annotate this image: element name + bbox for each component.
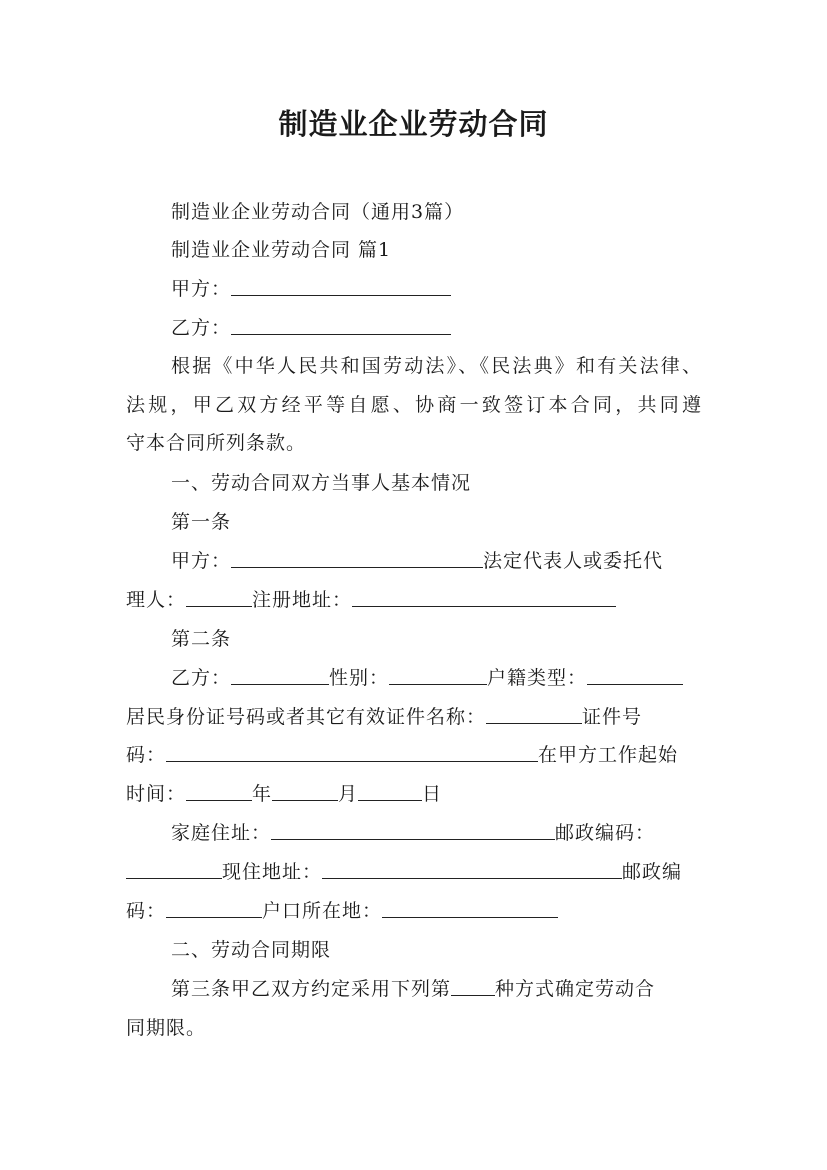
party-a-blank (231, 277, 451, 296)
party-b-label: 乙方： (171, 317, 232, 339)
paragraph-text: 根据《中华人民共和国劳动法》、《民法典》和有关法律、 (171, 355, 702, 377)
article-heading-text: 第二条 (171, 628, 232, 650)
blank-field (272, 782, 338, 801)
blank-field (587, 666, 683, 685)
field-label: 理人： (126, 589, 187, 611)
paragraph-text: 守本合同所列条款。 (126, 432, 307, 454)
field-label: 同期限。 (126, 1017, 207, 1039)
paragraph-line (126, 429, 306, 457)
blank-field (352, 588, 616, 607)
field-label: 邮政编 (622, 861, 683, 883)
article-line (126, 780, 442, 808)
field-label: 证件号 (582, 706, 643, 728)
field-label: 现住地址： (222, 861, 323, 883)
subtitle-text: 制造业企业劳动合同（通用3篇） (171, 201, 465, 223)
blank-field (231, 549, 483, 568)
article-heading (171, 625, 231, 653)
field-label: 日 (422, 783, 443, 805)
chapter-heading-text: 二、劳动合同期限 (171, 939, 332, 961)
blank-field (231, 666, 329, 685)
blank-field (126, 860, 222, 879)
subtitle-line (171, 198, 464, 226)
field-label: 邮政编码： (555, 822, 656, 844)
article-line (171, 975, 655, 1003)
field-label: 在甲方工作起始 (538, 744, 679, 766)
blank-field (186, 588, 252, 607)
article-line (126, 858, 682, 886)
blank-field (322, 860, 622, 879)
blank-field (166, 743, 538, 762)
blank-field (358, 782, 422, 801)
paragraph-line (126, 391, 702, 419)
field-label: 法定代表人或委托代 (483, 550, 664, 572)
blank-field (389, 666, 487, 685)
section-heading (171, 236, 391, 264)
field-label: 种方式确定劳动合 (495, 978, 656, 1000)
field-label: 性别： (329, 667, 390, 689)
field-label: 户口所在地： (262, 900, 383, 922)
field-label: 月 (338, 783, 359, 805)
chapter-heading (171, 469, 471, 497)
field-label: 户籍类型： (487, 667, 588, 689)
article-line (126, 586, 616, 614)
blank-field (486, 705, 582, 724)
field-label: 家庭住址： (171, 822, 272, 844)
blank-field (451, 977, 495, 996)
article-line (126, 703, 642, 731)
article-line (171, 664, 683, 692)
field-label: 码： (126, 900, 167, 922)
chapter-heading (171, 936, 331, 964)
blank-field (166, 899, 262, 918)
blank-field (382, 899, 558, 918)
document-title: 制造业企业劳动合同 (278, 107, 549, 141)
article-heading (171, 508, 231, 536)
section-heading-text: 制造业企业劳动合同 篇1 (171, 239, 392, 261)
blank-field (186, 782, 252, 801)
party-b-line (171, 314, 451, 342)
article-line (171, 819, 655, 847)
field-label: 乙方： (171, 667, 232, 689)
chapter-heading-text: 一、劳动合同双方当事人基本情况 (171, 472, 472, 494)
field-label: 注册地址： (252, 589, 353, 611)
article-line (171, 547, 663, 575)
article-line (126, 1014, 206, 1042)
article-line (126, 897, 558, 925)
field-label: 居民身份证号码或者其它有效证件名称： (126, 706, 487, 728)
party-b-blank (231, 316, 451, 335)
party-a-line (171, 275, 451, 303)
field-label: 码： (126, 744, 167, 766)
field-label: 甲方： (171, 550, 232, 572)
party-a-label: 甲方： (171, 278, 232, 300)
field-label: 年 (252, 783, 273, 805)
paragraph-line (171, 352, 702, 380)
field-label: 时间： (126, 783, 187, 805)
article-heading-text: 第一条 (171, 511, 232, 533)
blank-field (271, 821, 555, 840)
field-label: 第三条甲乙双方约定采用下列第 (171, 978, 452, 1000)
paragraph-text: 法规，甲乙双方经平等自愿、协商一致签订本合同，共同遵 (126, 394, 702, 416)
article-line (126, 741, 678, 769)
